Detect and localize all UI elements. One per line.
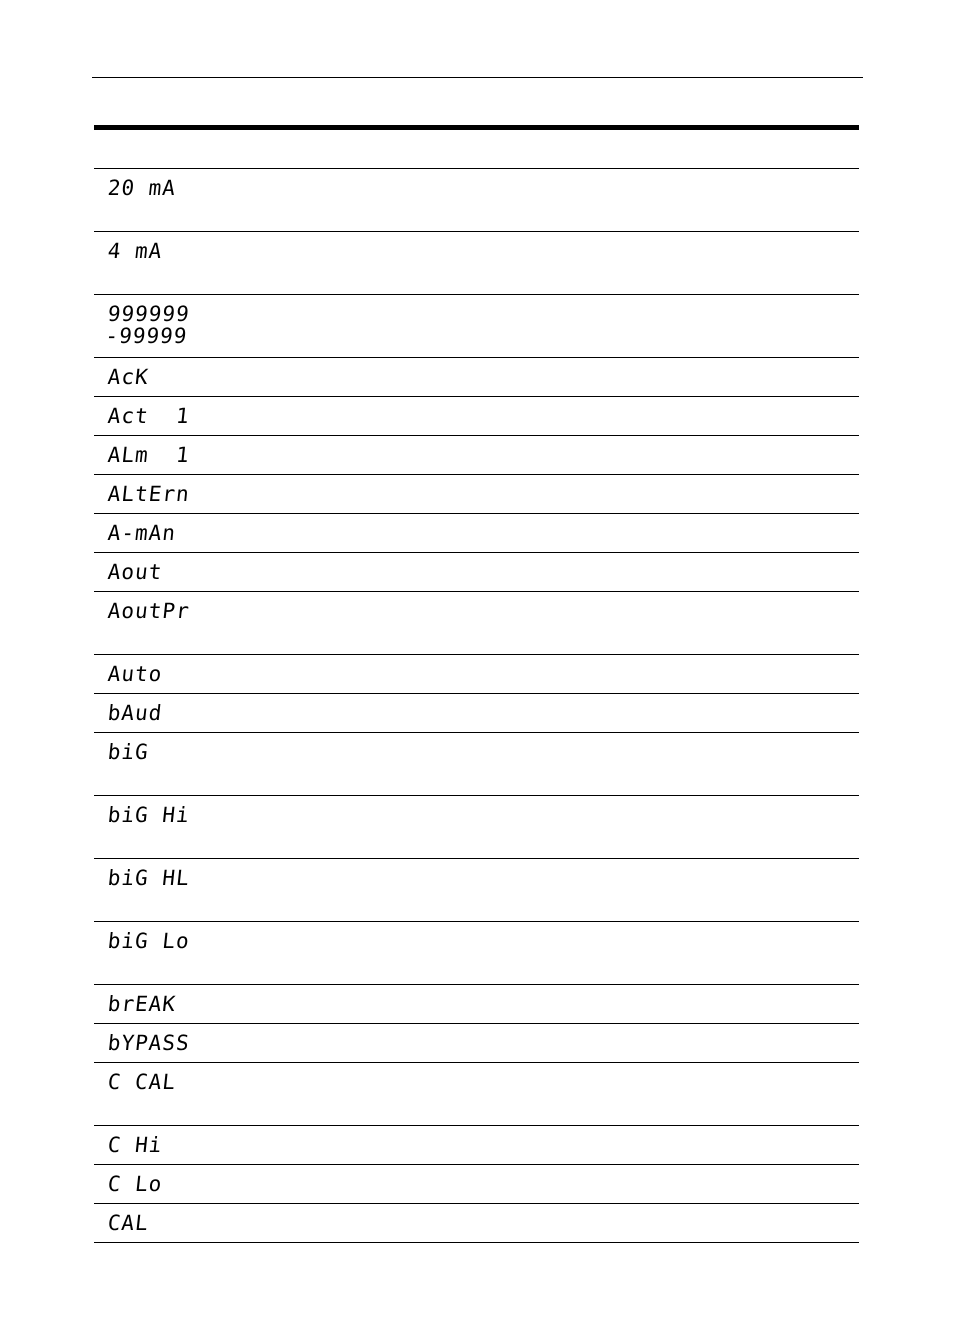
- display-code: biG: [106, 740, 151, 764]
- display-code: biG HL: [106, 866, 191, 890]
- table-row: [94, 1063, 859, 1126]
- table-row: [94, 985, 859, 1024]
- display-code: A-mAn: [106, 521, 178, 545]
- table-header-row: [94, 130, 859, 169]
- display-code: brEAK: [106, 992, 178, 1016]
- display-code: C Hi: [106, 1133, 164, 1157]
- display-code: bYPASS: [106, 1031, 191, 1055]
- display-code: Act 1: [106, 404, 191, 428]
- display-code: -99999: [104, 324, 189, 348]
- table-row: [94, 733, 859, 796]
- table-row: [94, 694, 859, 733]
- table-row: [94, 475, 859, 514]
- display-code: biG Lo: [106, 929, 191, 953]
- display-code: CAL: [106, 1211, 151, 1235]
- table-row: [94, 358, 859, 397]
- display-code: 999999: [106, 302, 191, 326]
- table-row: [94, 859, 859, 922]
- table-row: [94, 1165, 859, 1204]
- table-row: [94, 169, 859, 232]
- table-row: [94, 922, 859, 985]
- display-code: biG Hi: [106, 803, 191, 827]
- table-row: [94, 436, 859, 475]
- table-row: [94, 514, 859, 553]
- display-code: AcK: [106, 365, 151, 389]
- table-row: [94, 397, 859, 436]
- display-code: Auto: [106, 662, 164, 686]
- display-code: C Lo: [106, 1172, 164, 1196]
- table-row: [94, 592, 859, 655]
- display-code-pair: [104, 303, 190, 347]
- table-row: [94, 1024, 859, 1063]
- display-code: 20 mA: [106, 176, 178, 200]
- display-code: ALtErn: [106, 482, 191, 506]
- table-row: [94, 1204, 859, 1243]
- display-code: Aout: [106, 560, 164, 584]
- page-top-rule: [92, 77, 863, 78]
- display-code: AoutPr: [106, 599, 191, 623]
- display-code: 4 mA: [106, 239, 164, 263]
- table-row: [94, 295, 859, 358]
- table-row: [94, 655, 859, 694]
- display-code: ALm 1: [106, 443, 191, 467]
- display-code: bAud: [106, 701, 164, 725]
- table-row: [94, 1126, 859, 1165]
- table-row: [94, 796, 859, 859]
- display-code-table: [94, 125, 859, 1243]
- table-row: [94, 553, 859, 592]
- display-code: C CAL: [106, 1070, 178, 1094]
- table-row: [94, 232, 859, 295]
